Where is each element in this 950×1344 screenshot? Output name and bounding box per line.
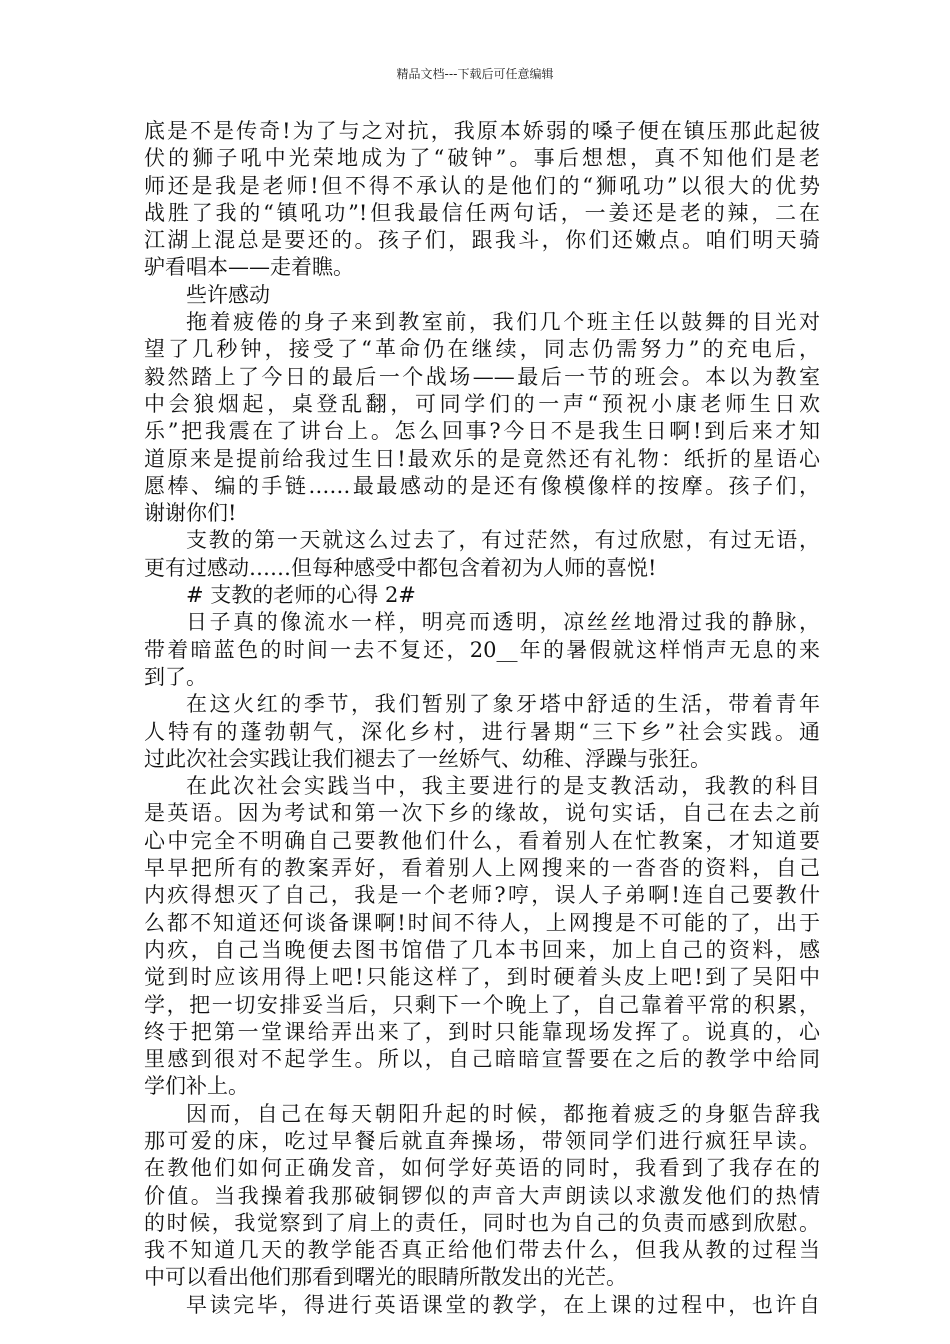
- text-line: 那可爱的床，吃过早餐后就直奔操场，带领同学们进行疯狂早读。: [144, 1128, 820, 1153]
- document-body: [144, 118, 820, 1319]
- text-line: 江湖上混总是要还的。孩子们，跟我斗，你们还嫩点。咱们明天骑: [144, 228, 820, 253]
- text-line: 心中完全不明确自己要教他们什么，看着别人在忙教案，才知道要: [144, 828, 820, 853]
- text-line: 中会狼烟起，桌登乱翻，可同学们的一声“预祝小康老师生日欢: [144, 391, 820, 416]
- text-line: # 支教的老师的心得 2#: [186, 583, 416, 608]
- text-line: 的时候，我觉察到了肩上的责任，同时也为自己的负责而感到欣慰。: [144, 1210, 820, 1235]
- text-line: 么都不知道还何谈备课啊!时间不待人，上网搜是不可能的了，出于: [144, 910, 820, 935]
- text-line: 谢谢你们!: [144, 501, 237, 526]
- text-line: 人特有的蓬勃朝气，深化乡村，进行暑期“三下乡”社会实践。通: [144, 719, 820, 744]
- text-line: 到了。: [144, 664, 207, 689]
- text-line: 终于把第一堂课给弄出来了，到时只能靠现场发挥了。说真的，心: [144, 1019, 820, 1044]
- text-line: 中可以看出他们那看到曙光的眼睛所散发出的光芒。: [144, 1265, 627, 1290]
- text-line: 觉到时应该用得上吧!只能这样了，到时硬着头皮上吧!到了吴阳中: [144, 965, 820, 990]
- text-line: 学们补上。: [144, 1074, 249, 1099]
- text-line: 道原来是提前给我过生日!最欢乐的是竟然还有礼物：纸折的星语心: [144, 446, 820, 471]
- text-line: 内疚，自己当晚便去图书馆借了几本书回来，加上自己的资料，感: [144, 937, 820, 962]
- text-line: 在这火红的季节，我们暂别了象牙塔中舒适的生活，带着青年: [186, 692, 820, 717]
- text-line: 战胜了我的“镇吼功”!但我最信任两句话，一姜还是老的辣，二在: [144, 200, 820, 225]
- text-line: 望了几秒钟，接受了“革命仍在继续，同志仍需努力”的充电后，: [144, 337, 820, 362]
- text-line: 是英语。因为考试和第一次下乡的缘故，说句实话，自己在去之前: [144, 801, 820, 826]
- text-line: 些许感动: [186, 282, 270, 307]
- text-line: 早读完毕，得进行英语课堂的教学，在上课的过程中，也许自: [186, 1292, 820, 1317]
- text-line: 带着暗蓝色的时间一去不复还，20__年的暑假就这样悄声无息的来: [144, 637, 820, 662]
- text-line: 拖着疲倦的身子来到教室前，我们几个班主任以鼓舞的目光对: [186, 310, 820, 335]
- text-line: 里感到很对不起学生。所以，自己暗暗宣誓要在之后的教学中给同: [144, 1047, 820, 1072]
- text-line: 在教他们如何正确发音，如何学好英语的同时，我看到了我存在的: [144, 1156, 820, 1181]
- text-line: 毅然踏上了今日的最后一个战场——最后一节的班会。本以为教室: [144, 364, 820, 389]
- text-line: 底是不是传奇!为了与之对抗，我原本娇弱的嗓子便在镇压那此起彼: [144, 119, 820, 143]
- text-line: 我不知道几天的教学能否真正给他们带去什么，但我从教的过程当: [144, 1238, 820, 1263]
- text-line: 日子真的像流水一样，明亮而透明，凉丝丝地滑过我的静脉，: [186, 610, 820, 635]
- text-line: 在此次社会实践当中，我主要进行的是支教活动，我教的科目: [186, 774, 820, 799]
- text-line: 内疚得想灭了自己，我是一个老师?哼，误人子弟啊!连自己要教什: [144, 883, 820, 908]
- text-line: 早早把所有的教案弄好，看着别人上网搜来的一沓沓的资料，自己: [144, 856, 820, 881]
- text-line: 驴看唱本——走着瞧。: [144, 255, 354, 280]
- text-line: 师还是我是老师!但不得不承认的是他们的“狮吼功”以很大的优势: [144, 173, 820, 198]
- text-line: 伏的狮子吼中光荣地成为了“破钟”。事后想想，真不知他们是老: [144, 146, 820, 171]
- text-line: 学，把一切安排妥当后，只剩下一个晚上了，自己靠着平常的积累，: [144, 992, 820, 1017]
- text-line: 价值。当我操着我那破铜锣似的声音大声朗读以求激发他们的热情: [144, 1183, 820, 1208]
- text-line: 愿棒、编的手链……最最感动的是还有像模像样的按摩。孩子们，: [144, 473, 820, 498]
- text-line: 更有过感动……但每种感受中都包含着初为人师的喜悦!: [144, 555, 657, 580]
- text-line: 过此次社会实践让我们褪去了一丝娇气、幼稚、浮躁与张狂。: [144, 746, 711, 771]
- page-header: 精品文档---下载后可任意编辑: [396, 67, 554, 81]
- text-line: 支教的第一天就这么过去了，有过茫然，有过欣慰，有过无语，: [186, 528, 820, 553]
- text-line: 乐”把我震在了讲台上。怎么回事?今日不是我生日啊!到后来才知: [144, 419, 820, 444]
- text-line: 因而，自己在每天朝阳升起的时候，都拖着疲乏的身躯告辞我: [186, 1101, 820, 1126]
